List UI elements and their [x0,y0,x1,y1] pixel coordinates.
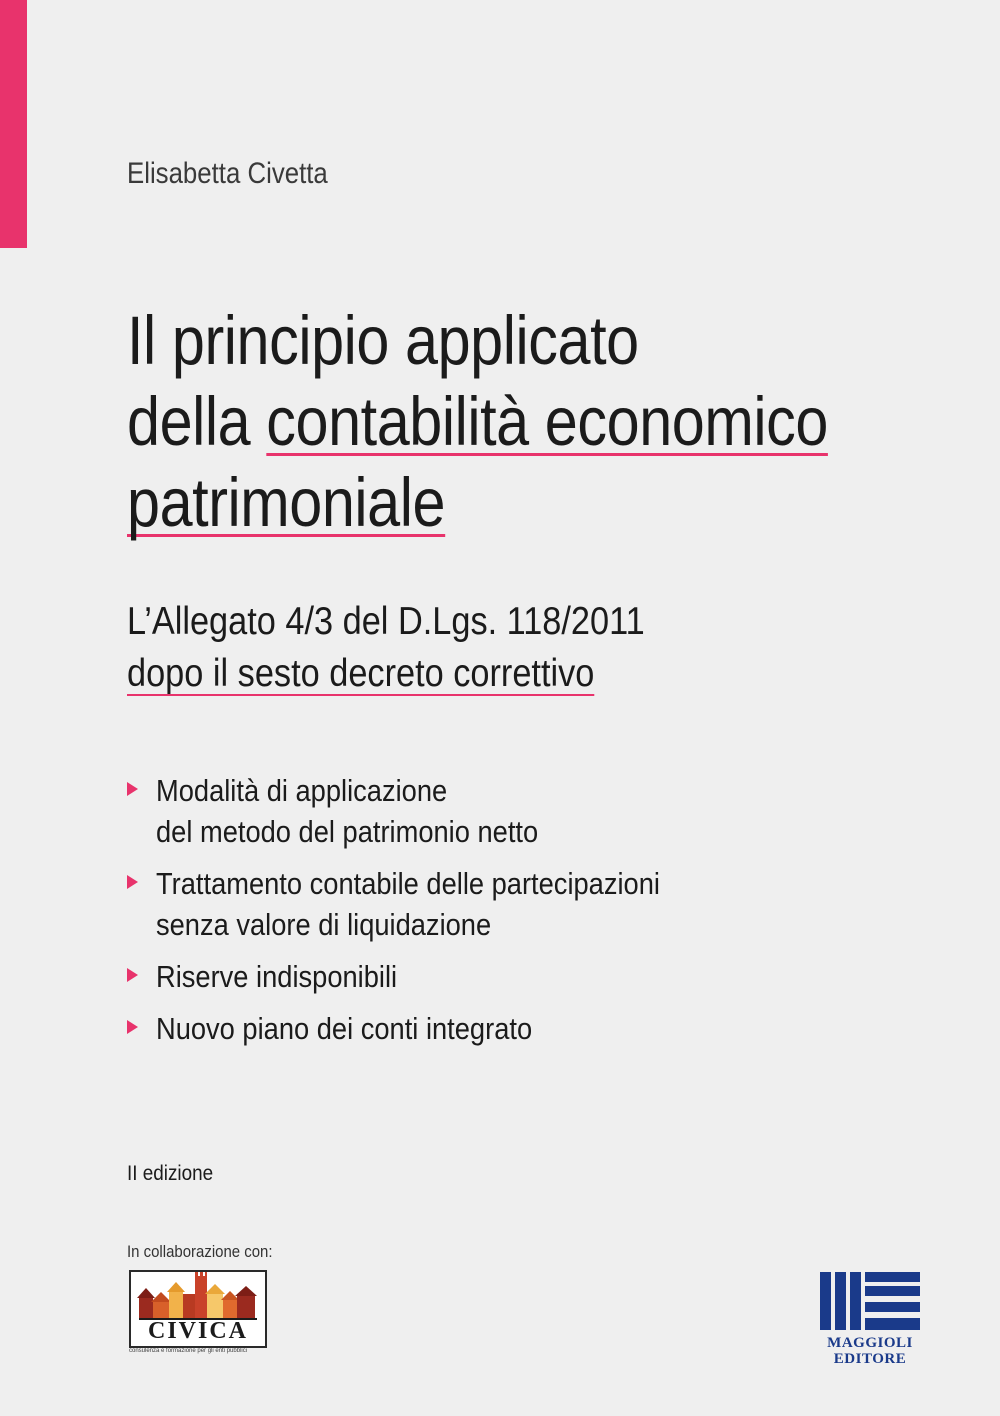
civica-tagline: consulenza e formazione per gli enti pubblici [129,1348,248,1354]
accent-bar [0,0,27,248]
bullet-line-2: del metodo del patrimonio netto [156,814,539,849]
triangle-bullet-icon [127,1020,138,1034]
list-item [127,1008,729,1049]
bullet-list [127,770,729,1060]
bullet-line-1: Nuovo piano dei conti integrato [156,1011,533,1046]
book-title [127,300,987,543]
list-item [127,863,729,945]
bullet-line-2: senza valore di liquidazione [156,907,492,942]
title-line-2-underlined: contabilità economico [266,383,828,460]
maggioli-logo [818,1270,922,1367]
title-line-2-prefix: della [127,383,267,460]
title-line-3-underlined: patrimoniale [127,464,446,541]
civica-wordmark: CIVICA [147,1318,248,1344]
title-line-1: Il principio applicato [127,302,639,379]
subtitle-line-2-underlined: dopo il sesto decreto correttivo [127,652,595,695]
civica-logo [129,1270,267,1358]
list-item [127,770,729,852]
publisher-subname: EDITORE [833,1351,907,1367]
list-item [127,956,729,997]
triangle-bullet-icon [127,782,138,796]
rooftops-icon [131,1272,265,1320]
triangle-bullet-icon [127,875,138,889]
book-subtitle [127,596,715,700]
edition-label: II edizione [127,1162,214,1185]
title-line-3 [127,462,867,543]
subtitle-line-2 [127,648,645,700]
collaboration-label: In collaborazione con: [127,1242,273,1261]
bullet-line-1: Modalità di applicazione [156,773,448,808]
author-name: Elisabetta Civetta [127,157,328,190]
bullet-line-1: Riserve indisponibili [156,959,398,994]
bullet-line-1: Trattamento contabile delle partecipazioni [156,866,660,901]
subtitle-line-1: L’Allegato 4/3 del D.Lgs. 118/2011 [127,600,645,643]
triangle-bullet-icon [127,968,138,982]
publisher-bars-icon [818,1270,922,1330]
publisher-name: MAGGIOLI [827,1335,913,1351]
title-line-2 [127,381,867,462]
